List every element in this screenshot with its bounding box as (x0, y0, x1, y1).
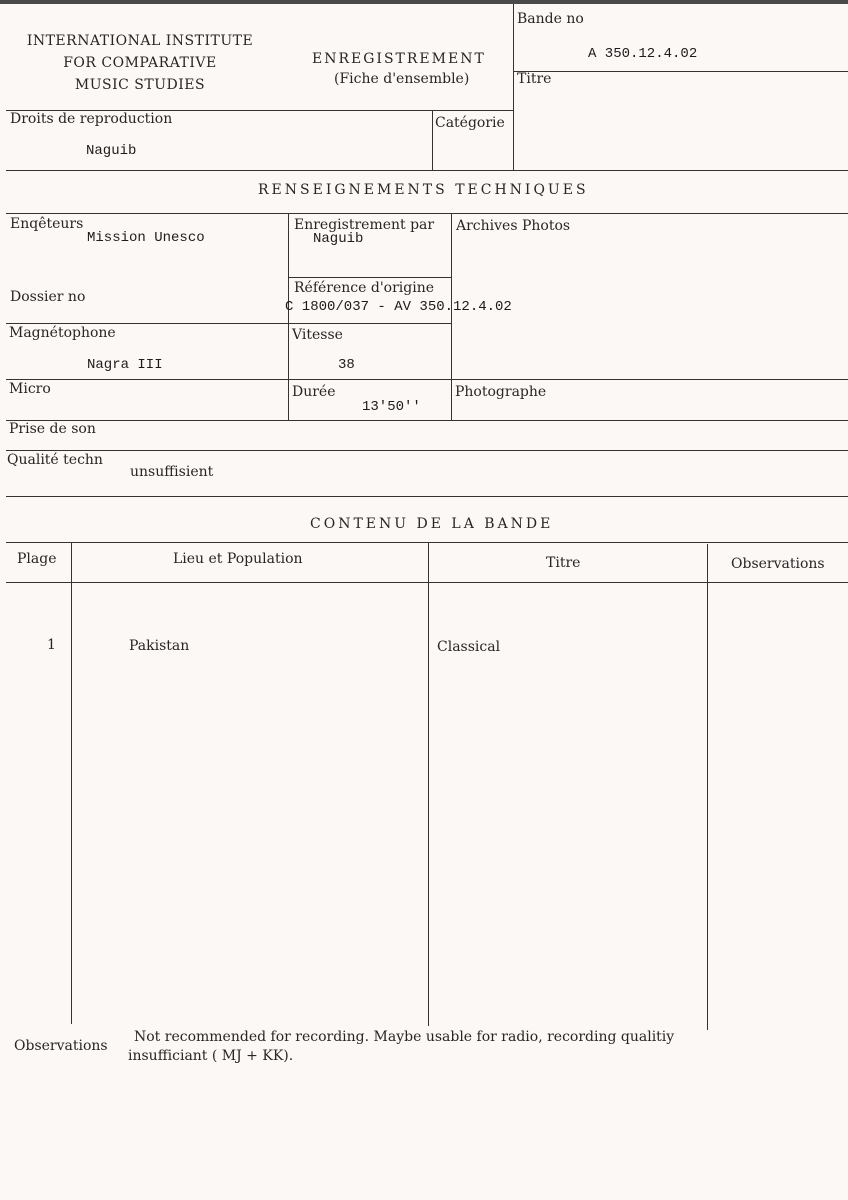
reference-top-line (288, 277, 451, 278)
micro-top-line (6, 379, 848, 380)
prise-de-son-label: Prise de son (9, 421, 96, 437)
enregistrement-par-label: Enregistrement par (294, 217, 435, 233)
photographe-label: Photographe (455, 384, 547, 400)
enqueteurs-value: Mission Unesco (87, 230, 205, 246)
enregistrement-par-value: Naguib (313, 231, 364, 247)
institute-line-2: FOR COMPARATIVE (63, 55, 217, 71)
observations-line-2: insufficiant ( MJ + KK). (128, 1048, 294, 1064)
institute-line-1: INTERNATIONAL INSTITUTE (26, 33, 254, 49)
reference-value: C 1800/037 - AV 350.12.4.02 (285, 299, 512, 315)
magnetophone-value: Nagra III (87, 357, 163, 373)
technical-top-line (6, 213, 848, 214)
duree-value: 13'50'' (362, 399, 421, 415)
technical-bottom-line (6, 496, 848, 497)
micro-label: Micro (9, 381, 51, 397)
contents-header-bottom-line (6, 582, 848, 583)
reference-label: Référence d'origine (294, 280, 435, 296)
prise-top-line (6, 420, 848, 421)
bande-titre-divider (513, 71, 848, 72)
scan-top-edge (0, 0, 848, 4)
qualite-top-line (6, 450, 848, 451)
qualite-label: Qualité techn (7, 452, 103, 468)
plage-col-divider (71, 542, 72, 1024)
observations-label: Observations (14, 1038, 108, 1054)
magnetophone-top-line (6, 323, 451, 324)
magnetophone-label: Magnétophone (9, 325, 116, 341)
header-bottom-line (6, 170, 848, 171)
bande-no-value: A 350.12.4.02 (588, 46, 698, 62)
contents-header-top-line (6, 542, 848, 543)
form-subtitle: (Fiche d'ensemble) (334, 71, 470, 87)
vitesse-value: 38 (338, 357, 355, 373)
categorie-divider (432, 110, 433, 170)
bande-no-label: Bande no (517, 11, 584, 27)
column-header-observations: Observations (731, 556, 825, 572)
lieu-col-divider (428, 542, 429, 1026)
row-1-plage: 1 (47, 637, 56, 653)
categorie-label: Catégorie (435, 115, 505, 131)
droits-value: Naguib (86, 143, 137, 159)
qualite-value: unsuffisient (130, 464, 214, 480)
header-divider-vertical (513, 4, 514, 170)
technical-col-divider-2 (451, 213, 452, 420)
enqueteurs-label: Enqêteurs (10, 216, 84, 232)
titre-col-divider (707, 544, 708, 1030)
titre-label: Titre (517, 71, 552, 87)
technical-col-divider-1 (288, 213, 289, 420)
institute-name (10, 30, 270, 96)
dossier-label: Dossier no (10, 289, 86, 305)
form-title: ENREGISTREMENT (312, 51, 486, 67)
observations-line-1: Not recommended for recording. Maybe usable for radio, recording qualitiy (134, 1029, 675, 1045)
droits-label: Droits de reproduction (10, 111, 173, 127)
column-header-lieu: Lieu et Population (173, 551, 303, 567)
duree-label: Durée (292, 384, 336, 400)
row-1-titre: Classical (437, 639, 501, 655)
contents-section-title: CONTENU DE LA BANDE (310, 516, 554, 532)
column-header-titre: Titre (546, 555, 581, 571)
vitesse-label: Vitesse (292, 327, 343, 343)
archives-photos-label: Archives Photos (456, 218, 571, 234)
technical-section-title: RENSEIGNEMENTS TECHNIQUES (258, 182, 589, 198)
institute-line-3: MUSIC STUDIES (74, 77, 206, 93)
row-1-lieu: Pakistan (129, 638, 190, 654)
column-header-plage: Plage (17, 551, 57, 567)
